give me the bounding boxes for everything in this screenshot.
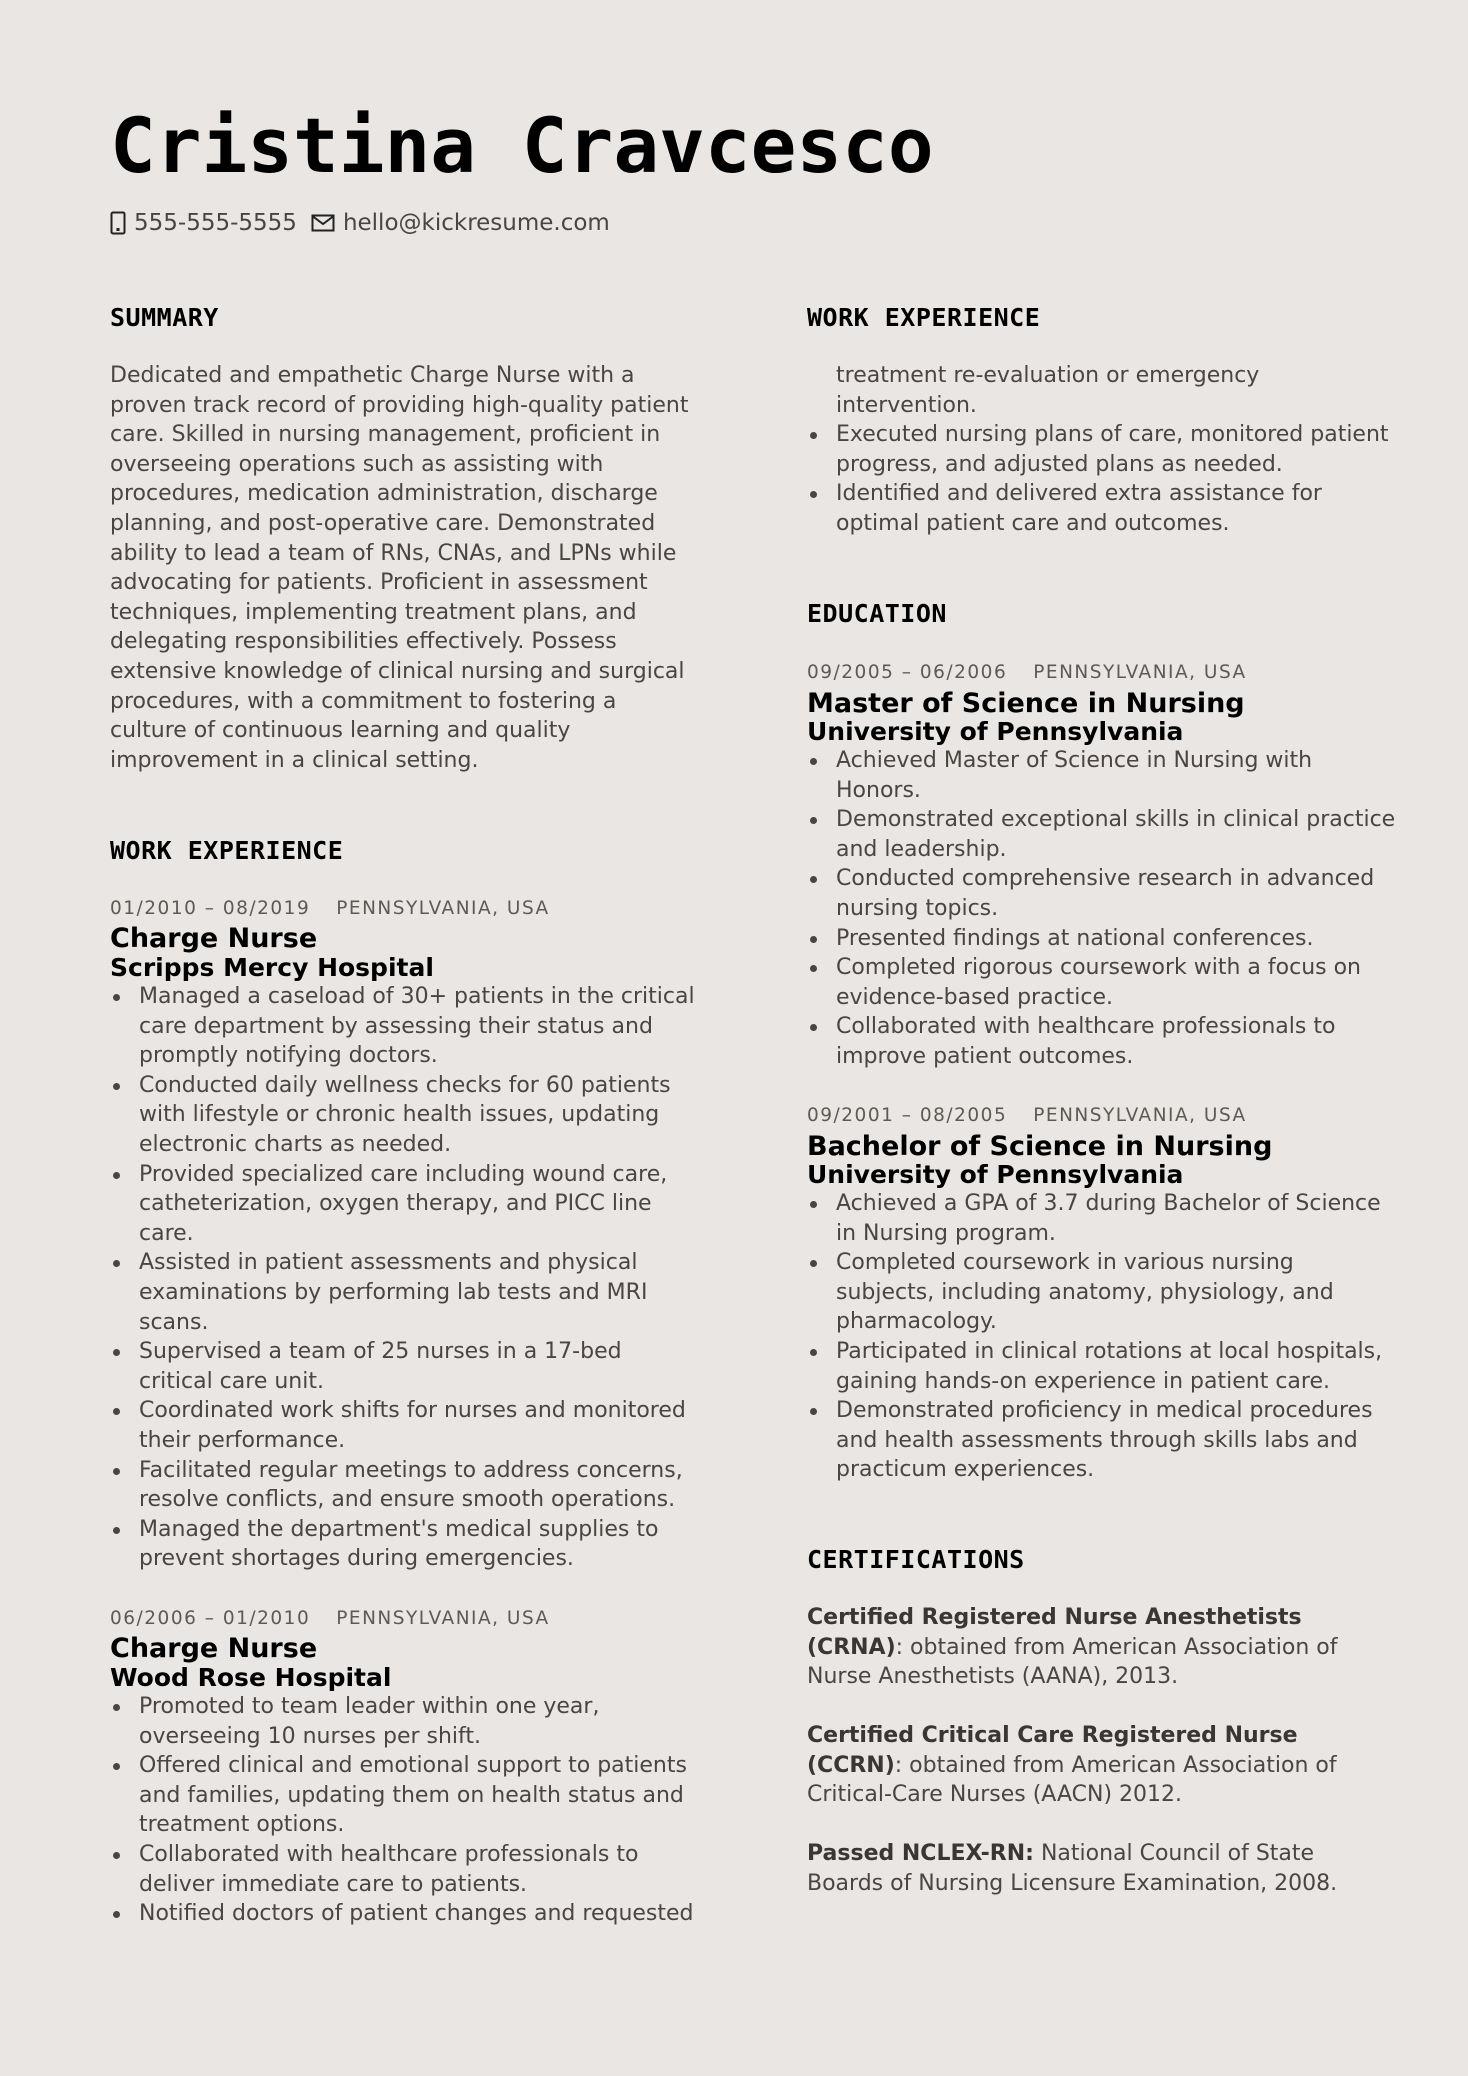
list-item: Identified and delivered extra assistance for optimal patient care and outcomes.: [807, 479, 1397, 538]
job-2-meta: [110, 1610, 550, 1629]
list-item: Achieved Master of Science in Nursing with Honors.: [807, 746, 1397, 805]
certification-detail: National Council of State Boards of Nursing Licensure Examination, 2008.: [807, 1841, 1338, 1896]
job-1-bullets: [110, 982, 700, 1574]
job-2-employer: Wood Rose Hospital: [110, 1663, 392, 1692]
list-item: Participated in clinical rotations at local hospitals, gaining hands-on experience in patient care.: [807, 1337, 1397, 1396]
certification-crna: [807, 1603, 1397, 1692]
certification-separator: :: [894, 1752, 903, 1778]
edu-2-meta: [807, 1107, 1247, 1126]
list-item: Provided specialized care including wound care, catheterization, oxygen therapy, and PICC line care.: [110, 1160, 700, 1249]
list-item: Conducted comprehensive research in advanced nursing topics.: [807, 864, 1397, 923]
edu-1-bullets: [807, 746, 1397, 1072]
certification-name: Passed NCLEX-RN:: [807, 1841, 1034, 1866]
edu-2-location: PENNSYLVANIA, USA: [1033, 1105, 1247, 1126]
job-1-meta: [110, 900, 550, 919]
list-item: Promoted to team leader within one year, overseeing 10 nurses per shift.: [110, 1692, 700, 1751]
job-2-dates: 06/2006 – 01/2010: [110, 1608, 311, 1629]
work-experience-continued-heading: WORK EXPERIENCE: [807, 303, 1041, 332]
edu-1-dates: 09/2005 – 06/2006: [807, 662, 1008, 683]
list-item: Assisted in patient assessments and physical examinations by performing lab tests and MRI scans.: [110, 1248, 700, 1337]
certification-detail: obtained from American Association of Critical-Care Nurses (AACN) 2012.: [807, 1752, 1337, 1808]
phone-icon: [110, 211, 126, 235]
list-item: Managed the department's medical supplies to prevent shortages during emergencies.: [110, 1515, 700, 1574]
certification-name: Certified Registered Nurse Anesthetists (CRNA): [807, 1605, 1302, 1660]
list-item: Collaborated with healthcare professionals to improve patient outcomes.: [807, 1012, 1397, 1071]
certification-name: Certified Critical Care Registered Nurse (CCRN): [807, 1723, 1298, 1778]
list-item: Presented findings at national conferences.: [807, 924, 1397, 954]
education-heading: EDUCATION: [807, 599, 947, 628]
job-2-location: PENNSYLVANIA, USA: [336, 1608, 550, 1629]
edu-2-degree: Bachelor of Science in Nursing: [807, 1131, 1273, 1162]
job-2-bullets: [110, 1692, 700, 1929]
phone-number: 555-555-5555: [134, 210, 297, 236]
list-item: Notified doctors of patient changes and requested: [110, 1899, 700, 1929]
certification-nclex: [807, 1839, 1397, 1898]
certifications-heading: CERTIFICATIONS: [807, 1545, 1025, 1574]
list-item: Achieved a GPA of 3.7 during Bachelor of Science in Nursing program.: [807, 1189, 1397, 1248]
list-item: treatment re-evaluation or emergency intervention.: [836, 363, 1260, 418]
list-item: Offered clinical and emotional support to patients and families, updating them on health status and treatment options.: [110, 1751, 700, 1840]
edu-2-bullets: [807, 1189, 1397, 1485]
certification-ccrn: [807, 1721, 1397, 1810]
summary-heading: SUMMARY: [110, 303, 219, 332]
list-item: Supervised a team of 25 nurses in a 17-bed critical care unit.: [110, 1337, 700, 1396]
list-item: Conducted daily wellness checks for 60 patients with lifestyle or chronic health issues, updating electronic charts as needed.: [110, 1071, 700, 1160]
certification-separator: :: [895, 1634, 904, 1660]
edu-2-dates: 09/2001 – 08/2005: [807, 1105, 1008, 1126]
job-2-bullets-continued: [807, 361, 1397, 539]
list-item: Facilitated regular meetings to address concerns, resolve conflicts, and ensure smooth operations.: [110, 1456, 700, 1515]
email-address: hello@kickresume.com: [342, 210, 610, 236]
contact-info: [110, 206, 624, 240]
edu-1-school: University of Pennsylvania: [807, 717, 1184, 746]
list-item: Demonstrated exceptional skills in clinical practice and leadership.: [807, 805, 1397, 864]
job-1-employer: Scripps Mercy Hospital: [110, 953, 434, 982]
edu-1-location: PENNSYLVANIA, USA: [1033, 662, 1247, 683]
job-1-title: Charge Nurse: [110, 923, 318, 954]
edu-1-degree: Master of Science in Nursing: [807, 688, 1245, 719]
list-item: Executed nursing plans of care, monitored patient progress, and adjusted plans as needed.: [807, 420, 1397, 479]
summary-text: Dedicated and empathetic Charge Nurse with a proven track record of providing high-quality patient care. Skilled in nursing management, proficient in overseeing operations such as assisting with procedures, medication administration, discharge planning, and post-operative care. Demonstrated ability to lead a team of RNs, CNAs, and LPNs while advocating for patients. Proficient in assessment techniques, implementing treatment plans, and delegating responsibilities effectively. Possess extensive knowledge of clinical nursing and surgical procedures, with a commitment to fostering a culture of continuous learning and quality improvement in a clinical setting.: [110, 363, 689, 773]
job-1-dates: 01/2010 – 08/2019: [110, 898, 311, 919]
list-item: Collaborated with healthcare professionals to deliver immediate care to patients.: [110, 1840, 700, 1899]
candidate-name: Cristina Cravcesco: [110, 101, 934, 190]
work-experience-heading: WORK EXPERIENCE: [110, 836, 344, 865]
phone-contact: [110, 210, 297, 236]
list-item: Completed coursework in various nursing subjects, including anatomy, physiology, and pharmacology.: [807, 1248, 1397, 1337]
edu-1-meta: [807, 664, 1247, 683]
certification-detail: obtained from American Association of Nurse Anesthetists (AANA), 2013.: [807, 1634, 1338, 1690]
job-2-title: Charge Nurse: [110, 1633, 318, 1664]
list-item: Demonstrated proficiency in medical procedures and health assessments through skills labs and practicum experiences.: [807, 1396, 1397, 1485]
list-item: Completed rigorous coursework with a focus on evidence-based practice.: [807, 953, 1397, 1012]
email-contact: [311, 210, 610, 236]
job-1-location: PENNSYLVANIA, USA: [336, 898, 550, 919]
edu-2-school: University of Pennsylvania: [807, 1160, 1184, 1189]
list-item: Coordinated work shifts for nurses and monitored their performance.: [110, 1396, 700, 1455]
envelope-icon: [311, 214, 335, 232]
list-item: Managed a caseload of 30+ patients in the critical care department by assessing their status and promptly notifying doctors.: [110, 982, 700, 1071]
